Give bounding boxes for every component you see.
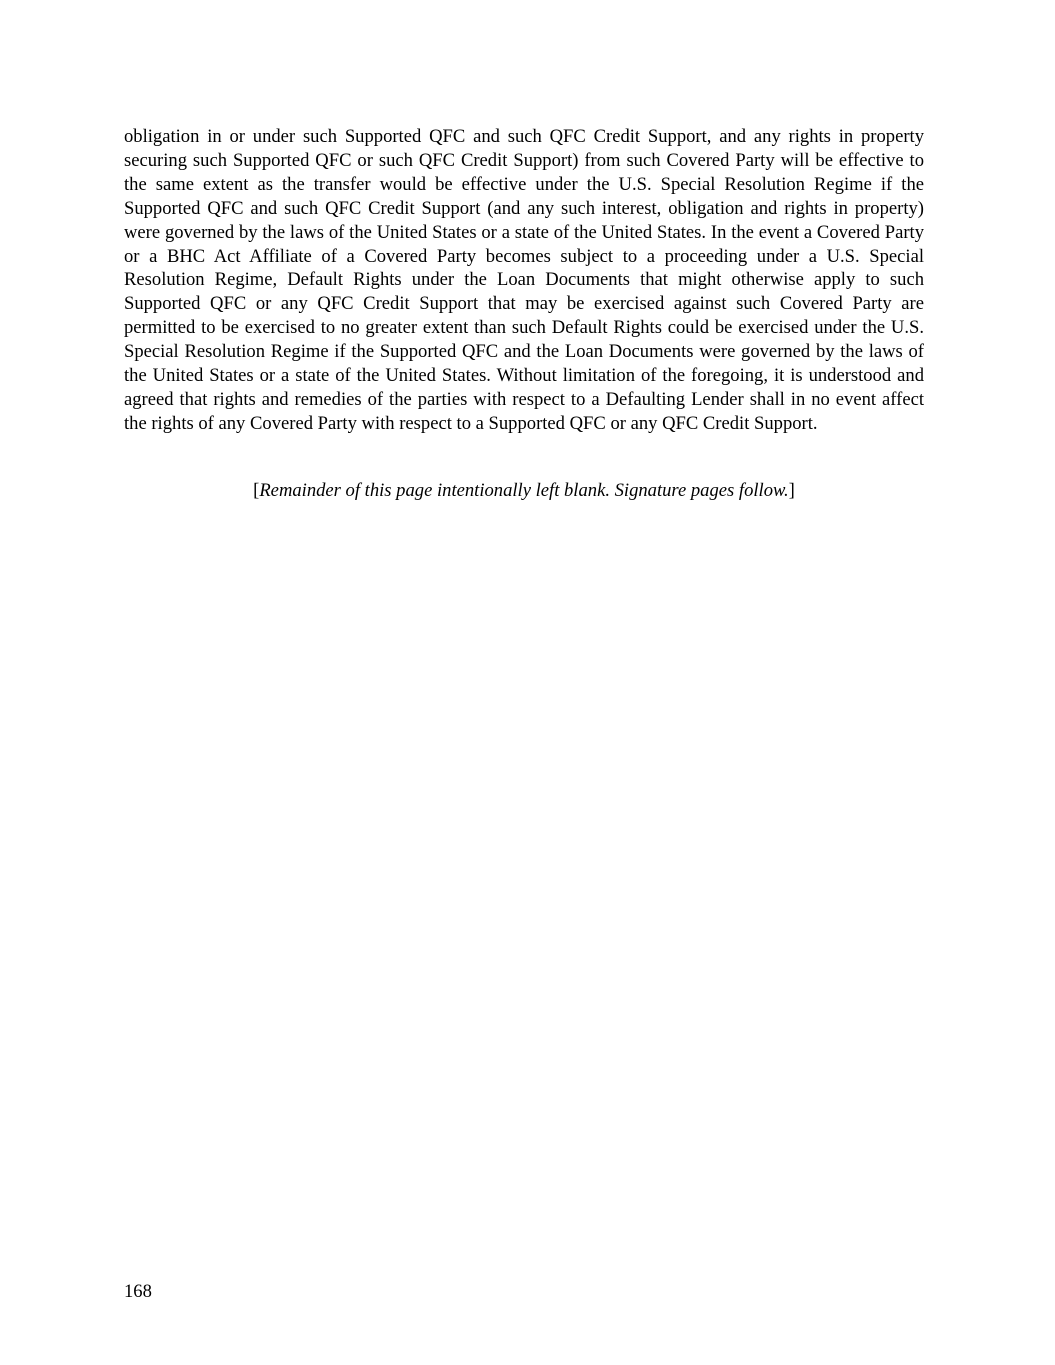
remainder-note-text: Remainder of this page intentionally left blank. Signature pages follow. [259, 480, 789, 501]
page-number: 168 [124, 1281, 152, 1302]
remainder-note [124, 479, 924, 503]
body-paragraph: obligation in or under such Supported QFC and such QFC Credit Support, and any rights in property securing such Supported QFC or such QFC Credit Support) from such Covered Party will be effective to the same extent as the transfer would be effective under the U.S. Special Resolution Regime if the Supported QFC and such QFC Credit Support (and any such interest, obligation and rights in property) were governed by the laws of the United States or a state of the United States. In the event a Covered Party or a BHC Act Affiliate of a Covered Party becomes subject to a proceeding under a U.S. Special Resolution Regime, Default Rights under the Loan Documents that might otherwise apply to such Supported QFC or any QFC Credit Support that may be exercised against such Covered Party are permitted to be exercised to no greater extent than such Default Rights could be exercised under the U.S. Special Resolution Regime if the Supported QFC and the Loan Documents were governed by the laws of the United States or a state of the United States. Without limitation of the foregoing, it is understood and agreed that rights and remedies of the parties with respect to a Defaulting Lender shall in no event affect the rights of any Covered Party with respect to a Supported QFC or any QFC Credit Support. [124, 126, 924, 434]
remainder-open-bracket: [ [253, 480, 260, 501]
remainder-close-bracket: ] [788, 480, 795, 501]
